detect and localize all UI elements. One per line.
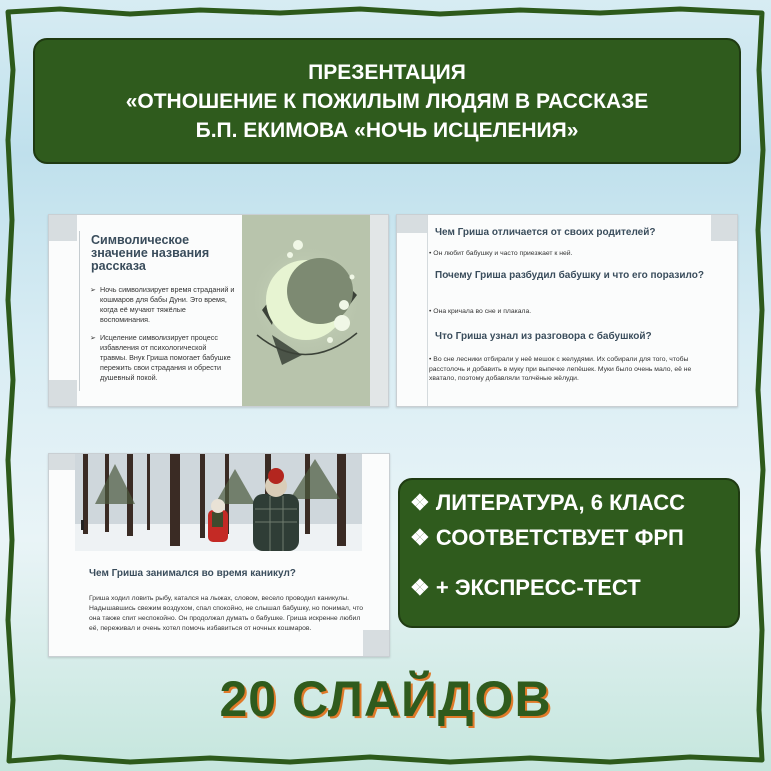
slide-answer: • Она кричала во сне и плакала. xyxy=(429,308,532,315)
info-item-test: ❖ + ЭКСПРЕСС-ТЕСТ xyxy=(410,575,641,600)
slide-divider xyxy=(427,215,428,406)
slide-preview-symbolism xyxy=(48,214,389,407)
slide-question: Почему Гриша разбудил бабушку и что его поразило? xyxy=(435,270,704,281)
slide-corner-square xyxy=(49,215,77,241)
slide-answer: • Во сне лесники отбирали у неё мешок с желудями. Их собирали для того, чтобы расстолочь и добавить в муку при выпечке лепёшек. Муки было очень мало, её не хватало, поэтому добавляли толчёные жёлуди. xyxy=(429,356,692,382)
diamond-bullet-icon: ❖ xyxy=(410,525,430,550)
slide-preview-questions xyxy=(396,214,738,407)
slide-heading: Чем Гриша занимался во время каникул? xyxy=(89,568,296,579)
info-item-grade: ❖ ЛИТЕРАТУРА, 6 КЛАСС xyxy=(410,490,686,515)
slide-preview-vacation xyxy=(48,453,390,657)
slide-corner-square xyxy=(363,630,389,656)
info-item-standard: ❖ СООТВЕТСТВУЕТ ФРП xyxy=(410,525,684,550)
slide-corner-square xyxy=(49,380,77,406)
slide-corner-square xyxy=(49,454,75,470)
bullet-item: ➢ Ночь символизирует время страданий и кошмаров для бабы Дуни. Это время, когда её мучают тяжёлые воспоминания. xyxy=(90,285,235,324)
arrow-bullet-icon: ➢ xyxy=(90,285,97,294)
info-box xyxy=(398,478,740,628)
banner-line-1: ПРЕЗЕНТАЦИЯ xyxy=(308,60,466,84)
arrow-bullet-icon: ➢ xyxy=(90,333,97,342)
slide-edge-strip xyxy=(370,215,388,406)
slide-question: Что Гриша узнал из разговора с бабушкой? xyxy=(435,331,652,342)
title-banner xyxy=(33,38,741,164)
slide-answer: • Он любит бабушку и часто приезжает к ней. xyxy=(429,250,573,257)
crescent-moon-illustration xyxy=(242,215,370,406)
diamond-bullet-icon: ❖ xyxy=(410,575,430,600)
diamond-bullet-icon: ❖ xyxy=(410,490,430,515)
slide-title: Символическое значение названия рассказа xyxy=(91,233,210,273)
slide-count-label: 20 СЛАЙДОВ xyxy=(219,671,552,727)
slide-corner-square xyxy=(397,215,427,233)
winter-forest-photo xyxy=(75,454,362,551)
slide-divider xyxy=(79,231,80,391)
banner-line-2: «ОТНОШЕНИЕ К ПОЖИЛЫМ ЛЮДЯМ В РАССКАЗЕ xyxy=(125,89,649,113)
banner-line-3: Б.П. ЕКИМОВА «НОЧЬ ИСЦЕЛЕНИЯ» xyxy=(195,118,579,142)
slide-text: Гриша ходил ловить рыбу, катался на лыжах, словом, весело проводил каникулы. Надышавшись свежим воздухом, спал спокойно, не слышал бабушку, но понимал, что она также спит неспокойно. Он продолжал думать о бабушке. Гриша искренне любил её, переживал и очень хотел помочь избавиться от ночных кошмаров. xyxy=(89,595,364,632)
bullet-item: ➢ Исцеление символизирует процесс избавления от психологической травмы. Внук Гриша помогает бабушке пережить свои страдания и обрести душевный покой. xyxy=(90,333,231,382)
slide-corner-square xyxy=(711,215,737,241)
slide-question: Чем Гриша отличается от своих родителей? xyxy=(435,227,656,238)
